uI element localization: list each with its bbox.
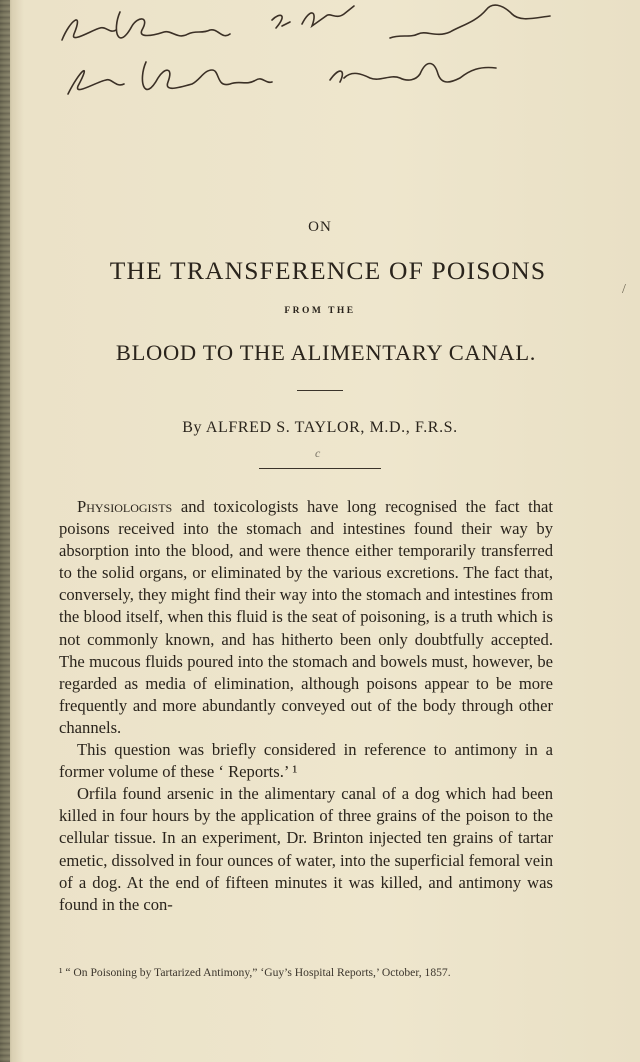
- paragraph-text: and toxicologists have long recognised the fact that poisons received into the stomach and intestines found their way by absorption into the blood, and were thence either temporarily transferred to the solid organs, or eliminated by the various excretions. The fact that, conversely, they might find their way into the stomach and intestines from the blood itself, when this fluid is the seat of poisoning, is a truth which is not commonly known, and has hitherto been only doubtfully accepted. The mucous fluids poured into the stomach and bowels must, however, be regarded as media of elimination, although poisons appear to be more frequently and more abundantly conveyed out of the body through other channels.: [59, 497, 553, 737]
- footnote: ¹ “ On Poisoning by Tartarized Antimony,” ‘Guy’s Hospital Reports,’ October, 1857.: [59, 966, 451, 979]
- paragraph: Orfila found arsenic in the alimentary canal of a dog which had been killed in four hours by the application of three grains of the poison to the cellular tissue. In an experiment, Dr. Brinton injected ten grains of tartar emetic, dissolved in four ounces of water, into the superficial femoral vein of a dog. At the end of fifteen minutes it was killed, and antimony was found in the con-: [59, 784, 553, 914]
- paragraph: This question was briefly considered in reference to antimony in a former volume of these ‘ Reports.’ ¹: [59, 740, 553, 782]
- author-name: ALFRED S. TAYLOR, M.D., F.R.S.: [205, 419, 458, 436]
- handwritten-inscription: [40, 0, 640, 120]
- page-title: THE TRANSFERENCE OF POISONS: [109, 256, 547, 285]
- margin-pencil-stroke: /: [622, 282, 626, 297]
- heading-from-the: FROM THE: [284, 306, 356, 316]
- author-prefix: By: [182, 419, 203, 436]
- page-subtitle: BLOOD TO THE ALIMENTARY CANAL.: [115, 340, 537, 365]
- heading-on: ON: [308, 219, 332, 235]
- author-line: [0, 419, 640, 437]
- handwriting-scribble: [40, 0, 640, 120]
- pencil-mark: c: [315, 446, 321, 460]
- paragraph-first-word: Physiologists: [77, 497, 173, 516]
- body-text: [59, 496, 553, 916]
- author-divider: [259, 468, 381, 469]
- title-divider: [297, 390, 343, 391]
- binding-edge: [0, 0, 10, 1062]
- paragraph: [59, 496, 553, 739]
